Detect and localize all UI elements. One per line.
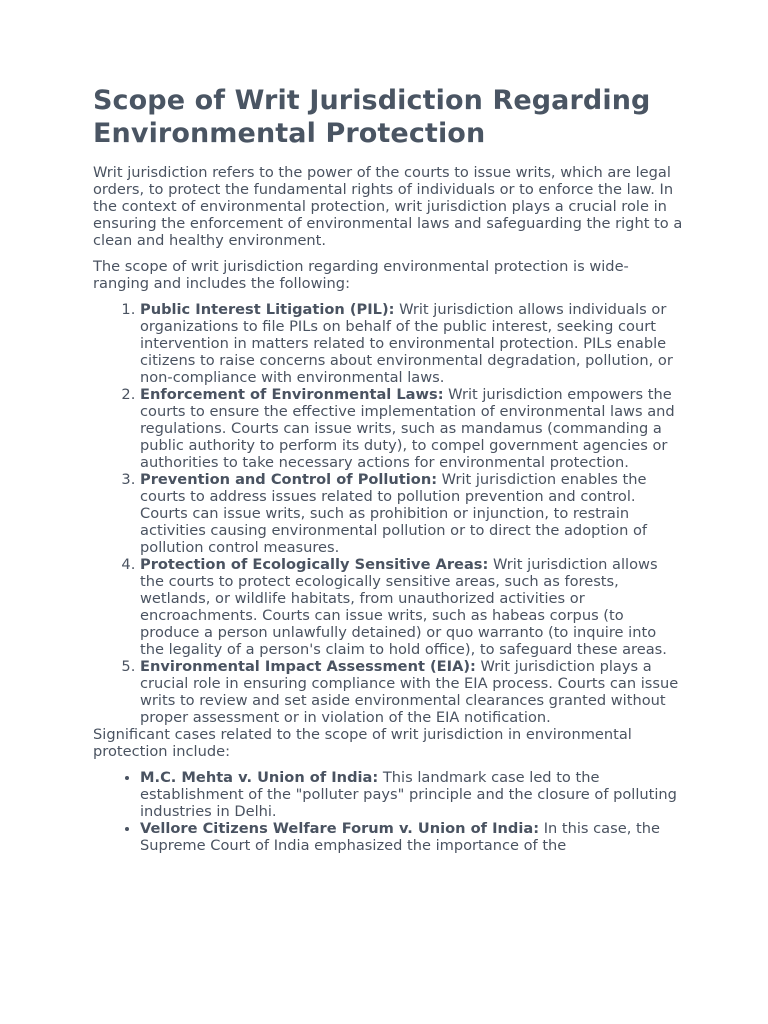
item-text: Writ jurisdiction empowers the courts to ensure the effective implementation of environmental laws and regulations. Courts can issue writs, such as mandamus (commanding a public authority to perform its duty), to compel government agencies or authorities to take necessary actions for environmental protection. — [140, 386, 675, 471]
list-item — [140, 386, 683, 471]
item-heading: Enforcement of Environmental Laws: — [140, 386, 444, 403]
case-name: M.C. Mehta v. Union of India: — [140, 769, 379, 786]
item-heading: Protection of Ecologically Sensitive Areas: — [140, 556, 489, 573]
document-page — [93, 84, 683, 854]
item-text: Writ jurisdiction allows individuals or organizations to file PILs on behalf of the public interest, seeking court intervention in matters related to environmental protection. PILs enable citizens to raise concerns about environmental degradation, pollution, or non-compliance with environmental laws. — [140, 301, 673, 386]
scope-intro-paragraph: The scope of writ jurisdiction regarding environmental protection is wide-ranging and includes the following: — [93, 258, 629, 292]
item-heading: Prevention and Control of Pollution: — [140, 471, 438, 488]
list-item — [140, 556, 683, 658]
case-name: Vellore Citizens Welfare Forum v. Union of India: — [140, 820, 540, 837]
item-text: Writ jurisdiction plays a crucial role in ensuring compliance with the EIA process. Courts can issue writs to review and set aside environmental clearances granted without proper assessment or in violation of the EIA notification. — [140, 658, 679, 726]
item-text: Writ jurisdiction allows the courts to protect ecologically sensitive areas, such as forests, wetlands, or wildlife habitats, from unauthorized activities or encroachments. Courts can issue writs, such as habeas corpus (to produce a person unlawfully detained) or quo warranto (to inquire into the legality of a person's claim to hold office), to safeguard these areas. — [140, 556, 667, 658]
cases-list — [93, 769, 683, 854]
case-text: This landmark case led to the establishment of the "polluter pays" principle and the closure of polluting industries in Delhi. — [140, 769, 677, 820]
list-item — [140, 471, 683, 556]
list-item — [140, 658, 683, 726]
list-item — [140, 820, 683, 854]
item-heading: Environmental Impact Assessment (EIA): — [140, 658, 476, 675]
item-heading: Public Interest Litigation (PIL): — [140, 301, 395, 318]
case-text: In this case, the Supreme Court of India emphasized the importance of the — [140, 820, 660, 854]
list-item — [140, 301, 683, 386]
cases-intro-paragraph: Significant cases related to the scope of writ jurisdiction in environmental protection include: — [93, 726, 632, 760]
scope-list — [93, 301, 683, 726]
item-text: Writ jurisdiction enables the courts to address issues related to pollution prevention and control. Courts can issue writs, such as prohibition or injunction, to restrain activities causing environmental pollution or to direct the adoption of pollution control measures. — [140, 471, 648, 556]
intro-paragraph: Writ jurisdiction refers to the power of the courts to issue writs, which are legal orders, to protect the fundamental rights of individuals or to enforce the law. In the context of environmental protection, writ jurisdiction plays a crucial role in ensuring the enforcement of environmental laws and safeguarding the right to a clean and healthy environment. — [93, 164, 683, 249]
list-item — [140, 769, 683, 820]
page-title: Scope of Writ Jurisdiction Regarding Environmental Protection — [93, 85, 651, 149]
